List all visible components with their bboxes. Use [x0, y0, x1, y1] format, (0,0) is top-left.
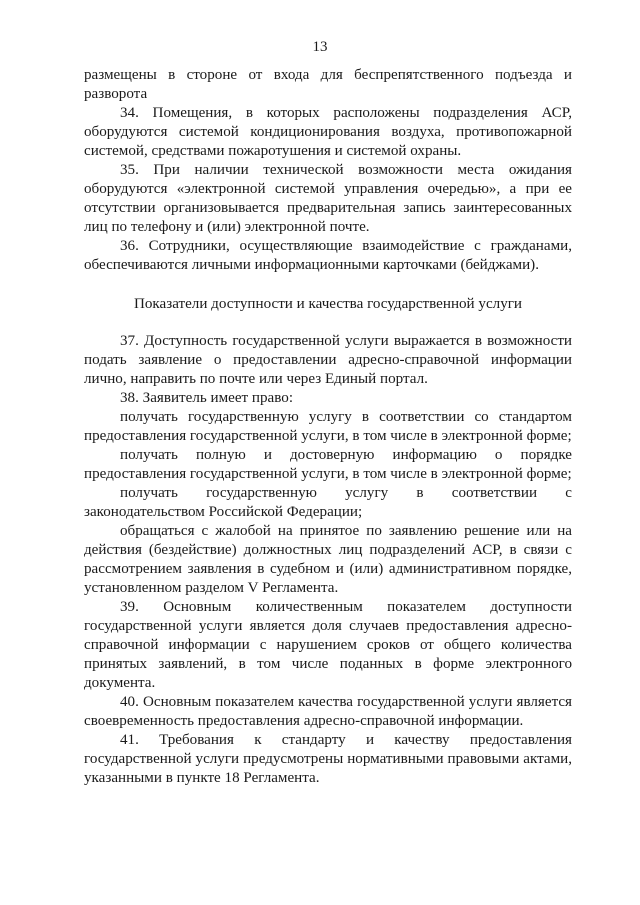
paragraph-41: 41. Требования к стандарту и качеству предоставления государственной услуги предусмотрены нормативными правовыми актами, указанными в пункте 18 Регламента. [84, 732, 572, 786]
paragraph-38-item-3: получать государственную услугу в соответствии с законодательством Российской Федерации; [84, 485, 572, 520]
paragraph-34: 34. Помещения, в которых расположены подразделения АСР, оборудуются системой кондиционирования воздуха, противопожарной системой, средствами пожаротушения и системой охраны. [84, 105, 572, 159]
page-number: 13 [312, 39, 328, 55]
section-heading: Показатели доступности и качества государственной услуги [133, 296, 523, 312]
paragraph-38-item-1: получать государственную услугу в соответствии со стандартом предоставления государственной услуги, в том числе в электронной форме; [84, 409, 572, 444]
paragraph-40: 40. Основным показателем качества государственной услуги является своевременность предоставления адресно-справочной информации. [84, 694, 572, 729]
paragraph-39: 39. Основным количественным показателем доступности государственной услуги является доля случаев предоставления адресно-справочной информации с нарушением сроков от общего количества принятых заявлений, в том числе поданных в форме электронного документа. [84, 599, 572, 691]
document-body [84, 66, 572, 788]
paragraph-35: 35. При наличии технической возможности места ожидания оборудуются «электронной системой управления очередью», а при ее отсутствии организовывается предварительная запись заинтересованных лиц по телефону и (или) электронной почте. [84, 162, 572, 235]
paragraph-38-item-2: получать полную и достоверную информацию о порядке предоставления государственной услуги, в том числе в электронной форме; [84, 447, 572, 482]
paragraph-38: 38. Заявитель имеет право: [120, 390, 294, 406]
paragraph-continuation: размещены в стороне от входа для беспрепятственного подъезда и разворота [84, 67, 572, 102]
paragraph-38-item-4: обращаться с жалобой на принятое по заявлению решение или на действия (бездействие) должностных лиц подразделений АСР, в связи с рассмотрением заявления в судебном и (или) административном порядке, установленном разделом V Регламента. [84, 523, 572, 596]
paragraph-37: 37. Доступность государственной услуги выражается в возможности подать заявление о предоставлении адресно-справочной информации лично, направить по почте или через Единый портал. [84, 333, 572, 387]
paragraph-36: 36. Сотрудники, осуществляющие взаимодействие с гражданами, обеспечиваются личными информационными карточками (бейджами). [84, 238, 572, 273]
